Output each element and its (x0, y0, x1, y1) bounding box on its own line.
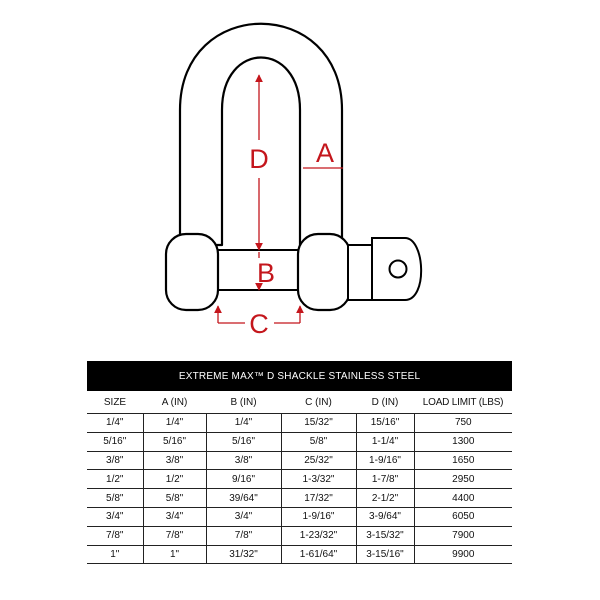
column-header-d: D (IN) (356, 391, 414, 414)
cell-d: 3-15/16" (356, 545, 414, 564)
table-row (87, 414, 512, 433)
cell-c: 15/32" (281, 414, 356, 433)
column-header-load-limit: LOAD LIMIT (LBS) (414, 391, 512, 414)
cell-a: 5/16" (143, 432, 206, 451)
dimension-d-label: D (249, 144, 269, 174)
specification-table (87, 361, 512, 564)
table-row (87, 489, 512, 508)
cell-d: 15/16" (356, 414, 414, 433)
cell-b: 3/8" (206, 451, 281, 470)
dimension-c-label: C (249, 309, 269, 339)
column-header-size: SIZE (87, 391, 143, 414)
cell-size: 1/4" (87, 414, 143, 433)
cell-a: 1" (143, 545, 206, 564)
cell-size: 1" (87, 545, 143, 564)
cell-d: 1-1/4" (356, 432, 414, 451)
cell-b: 1/4" (206, 414, 281, 433)
table-row (87, 545, 512, 564)
cell-c: 1-61/64" (281, 545, 356, 564)
cell-b: 31/32" (206, 545, 281, 564)
cell-a: 1/4" (143, 414, 206, 433)
pin-head-hole (390, 261, 407, 278)
pin-threaded-end (348, 245, 374, 300)
cell-b: 7/8" (206, 526, 281, 545)
cell-c: 17/32" (281, 489, 356, 508)
table-title: EXTREME MAX™ D SHACKLE STAINLESS STEEL (87, 361, 512, 391)
cell-c: 25/32" (281, 451, 356, 470)
table-row (87, 526, 512, 545)
table-row (87, 470, 512, 489)
table-header-row (87, 391, 512, 414)
cell-d: 1-7/8" (356, 470, 414, 489)
cell-b: 3/4" (206, 507, 281, 526)
left-eye (166, 234, 218, 310)
dimension-a-label: A (315, 138, 335, 168)
cell-c: 1-9/16" (281, 507, 356, 526)
cell-load-limit: 750 (414, 414, 512, 433)
cell-load-limit: 4400 (414, 489, 512, 508)
cell-size: 5/8" (87, 489, 143, 508)
column-header-c: C (IN) (281, 391, 356, 414)
cell-b: 5/16" (206, 432, 281, 451)
cell-size: 7/8" (87, 526, 143, 545)
column-header-b: B (IN) (206, 391, 281, 414)
cell-d: 1-9/16" (356, 451, 414, 470)
cell-size: 1/2" (87, 470, 143, 489)
cell-load-limit: 2950 (414, 470, 512, 489)
cell-c: 5/8" (281, 432, 356, 451)
right-eye (298, 234, 350, 310)
cell-d: 3-9/64" (356, 507, 414, 526)
cell-load-limit: 1300 (414, 432, 512, 451)
cell-size: 3/4" (87, 507, 143, 526)
cell-b: 9/16" (206, 470, 281, 489)
dimension-b-label: B (256, 258, 276, 288)
cell-c: 1-23/32" (281, 526, 356, 545)
cell-a: 3/4" (143, 507, 206, 526)
cell-a: 1/2" (143, 470, 206, 489)
cell-load-limit: 6050 (414, 507, 512, 526)
cell-d: 2-1/2" (356, 489, 414, 508)
table-row (87, 507, 512, 526)
table-row (87, 432, 512, 451)
table-row (87, 451, 512, 470)
cell-a: 7/8" (143, 526, 206, 545)
cell-size: 5/16" (87, 432, 143, 451)
cell-load-limit: 9900 (414, 545, 512, 564)
cell-a: 3/8" (143, 451, 206, 470)
cell-d: 3-15/32" (356, 526, 414, 545)
cell-load-limit: 7900 (414, 526, 512, 545)
cell-c: 1-3/32" (281, 470, 356, 489)
cell-size: 3/8" (87, 451, 143, 470)
shackle-bow (180, 24, 342, 245)
cell-a: 5/8" (143, 489, 206, 508)
cell-b: 39/64" (206, 489, 281, 508)
table-title-row (87, 361, 512, 391)
cell-load-limit: 1650 (414, 451, 512, 470)
column-header-a: A (IN) (143, 391, 206, 414)
